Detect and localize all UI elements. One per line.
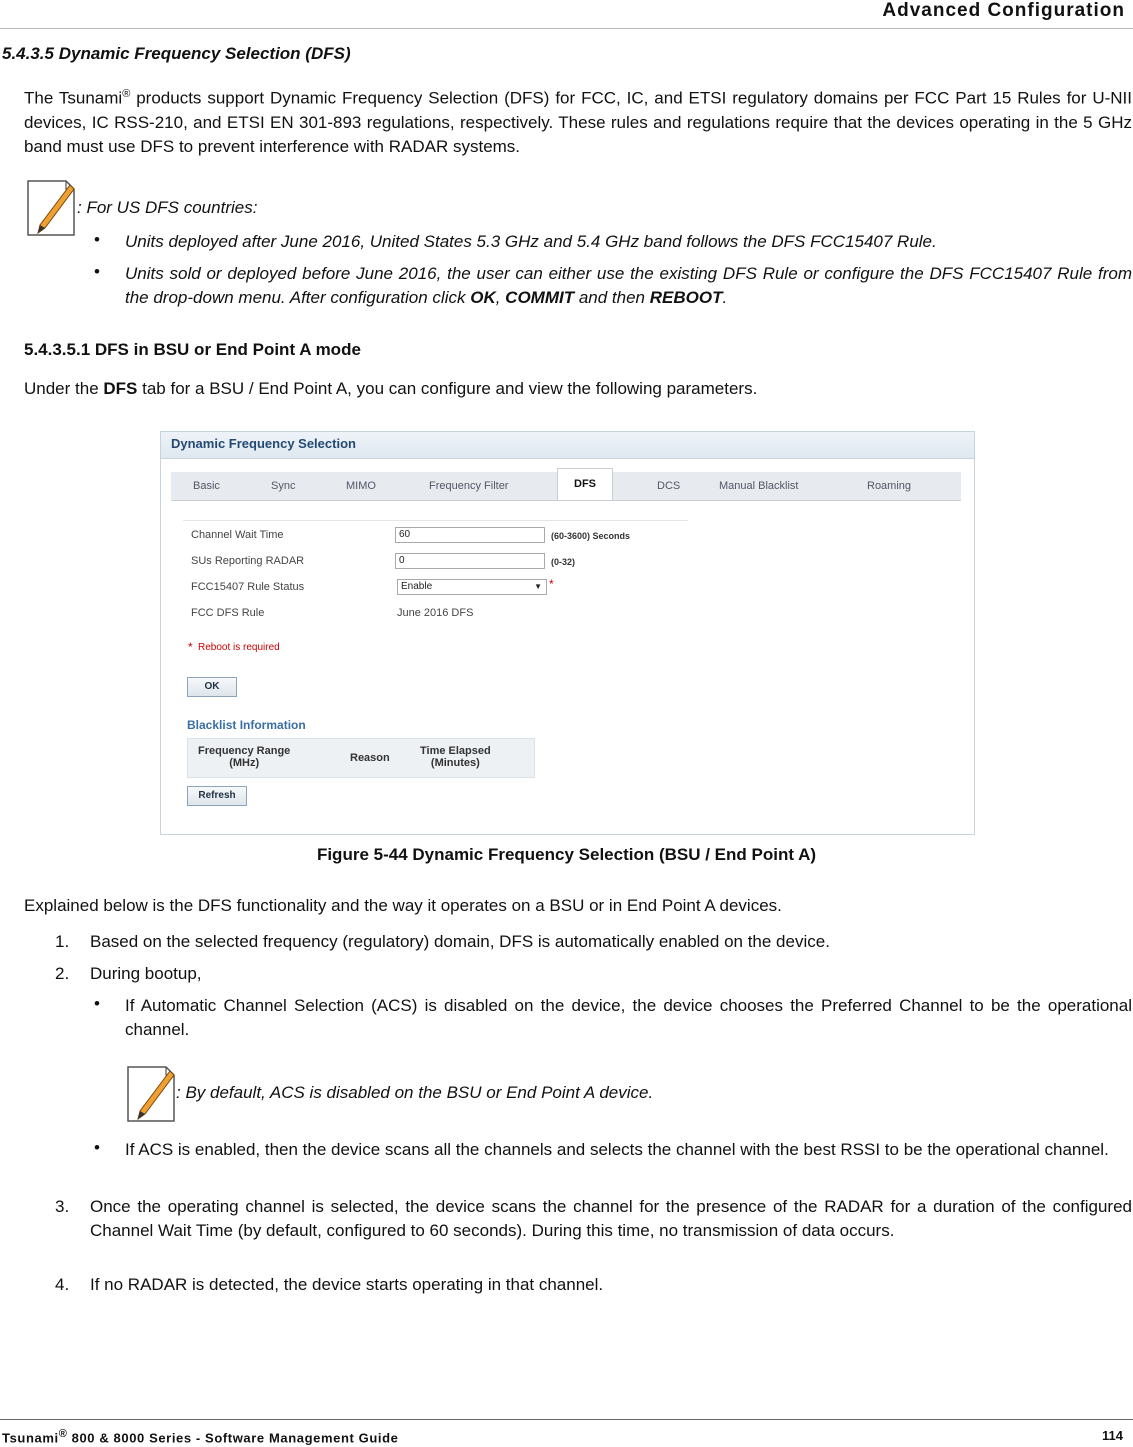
header-rule	[0, 28, 1133, 29]
subsection-intro: Under the DFS tab for a BSU / End Point A, you can configure and view the following parameters.	[24, 379, 758, 398]
bullet-dot: •	[94, 262, 100, 281]
tab-basic[interactable]: Basic	[193, 480, 220, 492]
step-1: Based on the selected frequency (regulatory) domain, DFS is automatically enabled on the device.	[90, 932, 830, 951]
blacklist-table-header	[187, 738, 535, 778]
section-heading: 5.4.3.5 Dynamic Frequency Selection (DFS)	[2, 44, 351, 63]
note1-lead: : For US DFS countries:	[77, 198, 258, 217]
footer-rule	[0, 1419, 1133, 1420]
section-intro: The Tsunami® products support Dynamic Frequency Selection (DFS) for FCC, IC, and ETSI regulatory domains per FCC Part 15 Rules for U-NII devices, IC RSS-210, and ETSI EN 301-893 regulations, respectively. These rules and regulations require that the devices operating in the 5 GHz band must use DFS to prevent interference with RADAR systems.	[24, 88, 1132, 156]
note-pencil-icon	[26, 177, 76, 235]
step-4: If no RADAR is detected, the device starts operating in that channel.	[90, 1275, 604, 1294]
blacklist-col-frequency: Frequency Range (MHz)	[198, 745, 291, 769]
fcc-dfs-rule-label: FCC DFS Rule	[191, 607, 265, 619]
tab-manual-blacklist[interactable]: Manual Blacklist	[719, 480, 799, 492]
running-header: Advanced Configuration	[882, 0, 1125, 21]
step-number: 1.	[55, 932, 70, 951]
note-pencil-icon	[126, 1063, 176, 1121]
tab-roaming[interactable]: Roaming	[867, 480, 912, 492]
step-2-bullet-1: If Automatic Channel Selection (ACS) is disabled on the device, the device chooses the Preferred Channel to be the operational channel.	[125, 996, 1132, 1039]
note1-bullet2: Units sold or deployed before June 2016, the user can either use the existing DFS Rule or configure the DFS FCC15407 Rule from the drop-down menu. After configuration click OK, COMMIT and then REBOOT.	[125, 264, 1132, 307]
form-table	[183, 520, 688, 625]
bullet-dot: •	[94, 994, 100, 1013]
fcc-rule-status-select[interactable]: Enable ▼	[397, 579, 547, 595]
tab-dcs[interactable]: DCS	[657, 480, 681, 492]
step-2: During bootup,	[90, 964, 202, 983]
note1-bullet1: Units deployed after June 2016, United States 5.3 GHz and 5.4 GHz band follows the DFS FCC15407 Rule.	[125, 232, 937, 251]
refresh-button[interactable]: Refresh	[187, 786, 247, 806]
channel-wait-input[interactable]: 60	[395, 527, 545, 543]
page-number: 114	[1102, 1428, 1123, 1443]
bullet-dot: •	[94, 230, 100, 249]
sus-radar-input[interactable]: 0	[395, 553, 545, 569]
sus-radar-label: SUs Reporting RADAR	[191, 555, 305, 567]
reboot-required-mark: *	[188, 640, 193, 654]
footer-product: Tsunami® 800 & 8000 Series - Software Management Guide	[2, 1428, 399, 1446]
ok-button[interactable]: OK	[187, 677, 237, 697]
dfs-screenshot-figure	[160, 431, 975, 835]
fcc-dfs-rule-value: June 2016 DFS	[397, 607, 474, 619]
step-2-bullet-2: If ACS is enabled, then the device scans all the channels and selects the channel with the best RSSI to be the operational channel.	[125, 1140, 1109, 1159]
tab-sync[interactable]: Sync	[271, 480, 296, 492]
fcc-rule-status-label: FCC15407 Rule Status	[191, 581, 305, 593]
explained-paragraph: Explained below is the DFS functionality and the way it operates on a BSU or in End Point A devices.	[24, 896, 782, 915]
panel-title-bar	[161, 432, 974, 459]
blacklist-col-time: Time Elapsed (Minutes)	[420, 745, 491, 769]
bullet-dot: •	[94, 1138, 100, 1157]
step-number: 4.	[55, 1275, 70, 1294]
step-number: 3.	[55, 1197, 70, 1216]
tab-frequency-filter[interactable]: Frequency Filter	[429, 480, 509, 492]
blacklist-col-reason: Reason	[350, 752, 390, 764]
blacklist-heading: Blacklist Information	[187, 718, 306, 732]
tab-dfs[interactable]: DFS	[557, 468, 613, 500]
sus-radar-hint: (0-32)	[551, 557, 576, 567]
step-number: 2.	[55, 964, 70, 983]
required-mark: *	[549, 577, 554, 591]
subsection-heading: 5.4.3.5.1 DFS in BSU or End Point A mode	[24, 340, 361, 359]
tab-bar	[171, 472, 961, 501]
panel-title: Dynamic Frequency Selection	[171, 436, 356, 451]
tab-mimo[interactable]: MIMO	[346, 480, 376, 492]
reboot-note: Reboot is required	[198, 642, 280, 653]
figure-caption: Figure 5-44 Dynamic Frequency Selection (BSU / End Point A)	[316, 845, 817, 864]
dropdown-arrow-icon: ▼	[534, 582, 542, 591]
step-3: Once the operating channel is selected, the device scans the channel for the presence of the RADAR for a duration of the configured Channel Wait Time (by default, configured to 60 seconds). During this time, no transmission of data occurs.	[90, 1197, 1132, 1240]
note2: : By default, ACS is disabled on the BSU or End Point A device.	[176, 1083, 654, 1102]
channel-wait-hint: (60-3600) Seconds	[551, 531, 631, 541]
channel-wait-label: Channel Wait Time	[191, 529, 284, 541]
